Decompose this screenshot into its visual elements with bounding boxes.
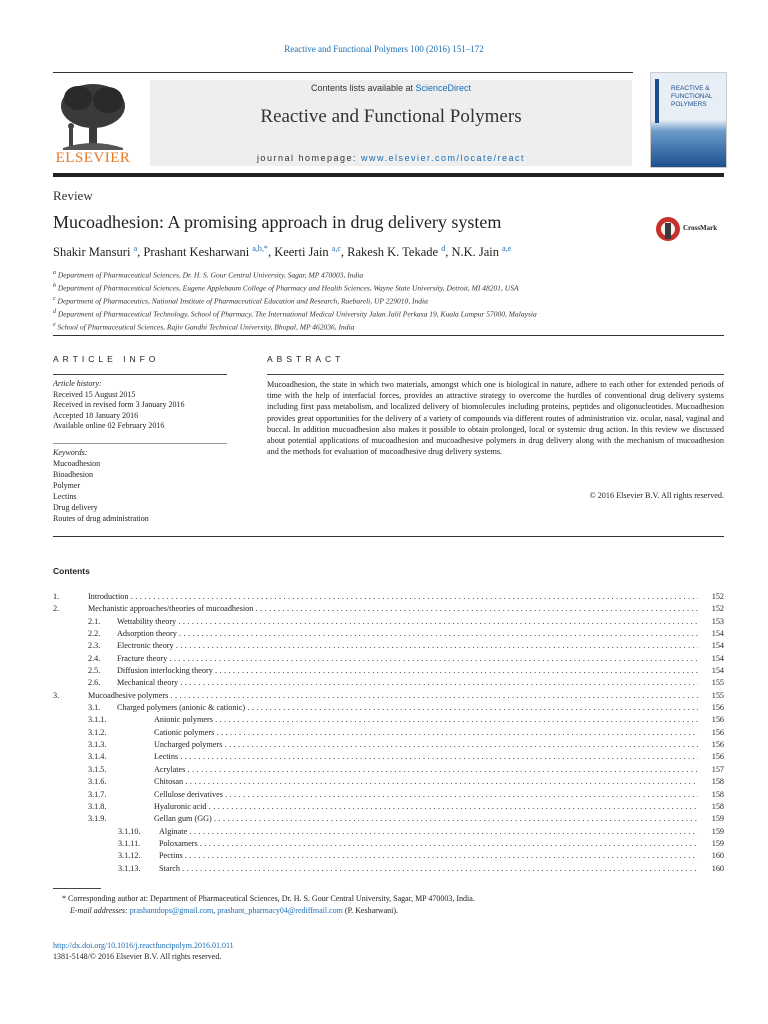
author-name: N.K. Jain <box>451 245 500 260</box>
toc-number: 3.1.4. <box>88 752 107 762</box>
toc-title[interactable]: Electronic theory . . . <box>117 640 698 652</box>
toc-title[interactable]: Mechanistic approaches/theories of mucoadhesion . . . <box>88 603 698 615</box>
toc-entry[interactable] <box>53 702 724 714</box>
author-separator: , <box>137 245 144 260</box>
keywords <box>53 447 149 524</box>
keyword: Polymer <box>53 481 81 490</box>
toc-entry[interactable] <box>53 751 724 763</box>
toc-entry[interactable] <box>53 677 724 689</box>
author[interactable] <box>347 245 445 259</box>
author-name: Rakesh K. Tekade <box>347 245 439 260</box>
keyword: Bioadhesion <box>53 470 93 479</box>
toc-page-number: 154 <box>711 666 724 676</box>
toc-entry[interactable] <box>53 863 724 875</box>
toc-number: 2.4. <box>88 653 101 663</box>
toc-title[interactable]: Starch . . . <box>159 863 698 875</box>
paper-title: Mucoadhesion: A promising approach in drug delivery system <box>53 212 502 232</box>
author[interactable] <box>451 245 511 259</box>
doi-block <box>53 940 234 962</box>
article-history <box>53 379 185 432</box>
toc-number: 2.5. <box>88 666 101 676</box>
cover-line: FUNCTIONAL <box>671 93 713 100</box>
toc-number: 1. <box>53 592 60 601</box>
corresponding-line <box>53 893 475 905</box>
toc-entry[interactable] <box>53 690 724 702</box>
history-item: Accepted 18 January 2016 <box>53 410 139 420</box>
toc-entry[interactable] <box>53 764 724 776</box>
affiliation <box>53 294 537 307</box>
toc-title[interactable]: Adsorption theory . . . <box>117 628 698 640</box>
doi-link[interactable]: http://dx.doi.org/10.1016/j.reactfunctpolym.2016.01.011 <box>53 941 234 950</box>
affiliation-mark: b <box>53 283 56 289</box>
article-info-rule <box>53 374 227 375</box>
toc-entry[interactable] <box>53 813 724 825</box>
author[interactable] <box>53 245 137 259</box>
toc-title[interactable]: Poloxamers . . . <box>159 838 698 850</box>
abstract-heading: ABSTRACT <box>267 354 345 364</box>
toc-page-number: 156 <box>711 703 724 713</box>
article-info-heading: ARTICLE INFO <box>53 354 160 364</box>
toc-page-number: 156 <box>711 715 724 725</box>
toc-entry[interactable] <box>53 850 724 862</box>
author[interactable] <box>143 245 268 259</box>
toc-page-number: 152 <box>711 604 724 614</box>
toc-page-number: 159 <box>711 826 724 836</box>
toc-title[interactable]: Alginate . . . <box>159 826 698 838</box>
affiliation <box>53 307 537 320</box>
journal-citation[interactable]: Reactive and Functional Polymers 100 (2016) 151–172 <box>284 44 484 54</box>
toc-number: 3.1.2. <box>88 727 107 737</box>
toc-entry[interactable] <box>53 838 724 850</box>
header-rule <box>53 72 633 73</box>
homepage-prefix: journal homepage: <box>256 153 361 163</box>
toc-number: 2. <box>53 604 60 614</box>
toc-title[interactable]: Hyaluronic acid . . . <box>154 801 698 813</box>
history-label: Article history: <box>53 379 102 388</box>
affiliation <box>53 320 537 333</box>
keyword: Drug delivery <box>53 503 98 512</box>
toc-page-number: 152 <box>711 592 724 601</box>
toc-number: 3.1. <box>88 703 101 713</box>
issn-line: 1381-5148/© 2016 Elsevier B.V. All rights reserved. <box>53 952 222 961</box>
crossmark-label: CrossMark <box>683 224 718 232</box>
cover-line: REACTIVE & <box>671 85 710 92</box>
author-separator: , <box>340 245 348 260</box>
toc-number: 3.1.5. <box>88 764 107 774</box>
affiliation-mark: c <box>53 296 56 302</box>
toc-entry[interactable] <box>53 801 724 813</box>
author[interactable] <box>274 245 341 259</box>
affiliation <box>53 281 537 294</box>
toc-page-number: 160 <box>711 851 724 861</box>
toc-title[interactable]: Uncharged polymers . . . <box>154 739 698 751</box>
homepage-link[interactable]: www.elsevier.com/locate/react <box>361 153 526 163</box>
crossmark-icon <box>655 216 681 242</box>
email-link-2[interactable]: prashant_pharmacy04@rediffmail.com <box>217 905 343 915</box>
toc-entry[interactable] <box>53 727 724 739</box>
toc-entry[interactable] <box>53 826 724 838</box>
toc-entry[interactable] <box>53 789 724 801</box>
affiliation-text: School of Pharmaceutical Sciences, Rajiv Gandhi Technical University, Bhopal, MP 462036, India <box>57 322 355 332</box>
affiliation <box>53 268 537 281</box>
toc-page-number: 158 <box>711 777 724 787</box>
journal-homepage <box>150 153 632 163</box>
toc-entry[interactable] <box>53 714 724 726</box>
toc-number: 3.1.6. <box>88 777 107 787</box>
email-link-1[interactable]: prashantdops@gmail.com <box>129 905 214 915</box>
cover-accent-bar <box>655 79 659 123</box>
crossmark-badge[interactable] <box>655 215 725 245</box>
keywords-label: Keywords: <box>53 448 88 457</box>
toc-entry[interactable] <box>53 665 724 677</box>
toc-page-number: 157 <box>711 764 724 774</box>
sciencedirect-link[interactable]: ScienceDirect <box>415 83 472 93</box>
contents-prefix: Contents lists available at <box>310 83 416 93</box>
toc-page-number: 154 <box>711 629 724 639</box>
footnote-mark: * <box>62 894 66 903</box>
masthead-thick-rule <box>53 173 724 177</box>
email-label: E-mail addresses: <box>70 905 128 915</box>
keyword: Routes of drug administration <box>53 514 149 523</box>
author-list <box>53 244 511 260</box>
toc-number: 3.1.13. <box>118 863 141 873</box>
toc-number: 2.2. <box>88 629 101 639</box>
toc-title[interactable]: Anionic polymers . . . <box>154 714 698 726</box>
toc-page-number: 159 <box>711 814 724 824</box>
article-type: Review <box>53 188 93 203</box>
toc-page-number: 155 <box>711 690 724 700</box>
history-item: Received in revised form 3 January 2016 <box>53 400 185 409</box>
author-affil-mark: a,e <box>502 244 512 253</box>
author-affil-mark: a,b,* <box>252 244 268 253</box>
contents-heading: Contents <box>53 566 90 576</box>
history-item: Received 15 August 2015 <box>53 389 136 399</box>
toc-number: 3.1.12. <box>118 851 141 861</box>
author-affil-mark: a,c <box>331 244 341 253</box>
author-affil-mark: d <box>441 244 446 253</box>
toc-title[interactable]: Pectins . . . <box>159 850 698 862</box>
affiliation-text: Department of Pharmaceutical Sciences, Eugene Applebaum College of Pharmacy and Health Sciences, Wayne State University, Detroit, MI 48201, USA <box>57 283 519 293</box>
corresponding-text: Corresponding author at: Department of Pharmaceutical Sciences, Dr. H. S. Gour Central University, Sagar, MP 470003, India. <box>68 894 475 903</box>
journal-title: Reactive and Functional Polymers <box>260 106 522 127</box>
author-name: Shakir Mansuri <box>53 245 131 260</box>
email-suffix: (P. Kesharwani). <box>344 905 399 915</box>
toc-title[interactable]: Charged polymers (anionic & cationic) . . . <box>117 702 698 714</box>
toc-page-number: 154 <box>711 653 724 663</box>
affiliation-mark: d <box>53 309 56 315</box>
toc-page-number: 158 <box>711 789 724 799</box>
toc-title[interactable]: Cationic polymers . . . <box>154 727 698 739</box>
toc-entry[interactable] <box>53 776 724 788</box>
toc-title[interactable]: Introduction . . . <box>88 591 698 603</box>
keywords-rule <box>53 443 227 444</box>
toc-entry[interactable] <box>53 616 724 628</box>
affiliation-text: Department of Pharmaceutical Technology, School of Pharmacy, The International Medical University Jalan Jalil Perkasa 19, Kuala Lumpur 57000, Malaysia <box>57 309 537 319</box>
toc-page-number: 154 <box>711 641 724 651</box>
toc-title[interactable]: Fracture theory . . . <box>117 653 698 665</box>
abstract-text: Mucoadhesion, the state in which two materials, amongst which one is biological in nature, adhere to each other for extended periods of time with the help of interfacial forces, provides an attractive strategy to overcome the hurdles of conventional drug delivery systems including first pass metabolism, and localized delivery of biomolecules including proteins, peptides and oligonucleotides. Mucoadhesion provides great opportunities for the delivery of a variety of compounds via different routes of administration viz. ocular, nasal, vaginal and buccal. In addition mucoadhesion also makes it possible to obtain prolonged, local or systemic drug action. In this review we discussed about potential applications of mucoadhesion and mucoadhesive polymers in drug delivery along with the mechanism of mucoadhesion and the methods for evaluation of mucoadhesive drug delivery systems. <box>267 380 724 457</box>
toc-number: 2.1. <box>88 616 101 626</box>
email-line: E-mail addresses: prashantdops@gmail.com, prashant_pharmacy04@rediffmail.com (P. Kesharwani). <box>70 905 399 915</box>
contents-available <box>150 83 632 93</box>
toc-title[interactable]: Wettability theory . . . <box>117 616 698 628</box>
toc-page-number: 156 <box>711 752 724 762</box>
toc-page-number: 160 <box>711 863 724 873</box>
toc-number: 3.1.10. <box>118 826 141 836</box>
toc-number: 3.1.7. <box>88 789 107 799</box>
toc-number: 3.1.1. <box>88 715 107 725</box>
toc-title[interactable]: Mechanical theory . . . <box>117 677 698 689</box>
toc-title[interactable]: Diffusion interlocking theory . . . <box>117 665 698 677</box>
toc-title[interactable]: Lectins . . . <box>154 751 698 763</box>
toc-number: 3.1.11. <box>118 838 141 848</box>
table-of-contents <box>53 591 724 875</box>
keyword: Lectins <box>53 492 77 501</box>
toc-entry[interactable] <box>53 739 724 751</box>
toc-entry[interactable] <box>53 591 724 603</box>
author-name: Keerti Jain <box>274 245 329 260</box>
toc-title[interactable]: Mucoadhesive polymers . . . <box>88 690 698 702</box>
toc-title[interactable]: Cellulose derivatives . . . <box>154 789 698 801</box>
toc-title[interactable]: Acrylates . . . <box>154 764 698 776</box>
history-item: Available online 02 February 2016 <box>53 421 165 430</box>
toc-entry[interactable] <box>53 628 724 640</box>
author-separator: , <box>267 245 275 260</box>
author-separator: , <box>445 245 452 260</box>
abstract-rule <box>267 374 724 375</box>
author-affil-mark: a <box>133 244 138 253</box>
toc-number: 2.6. <box>88 678 101 688</box>
affiliation-mark: e <box>53 322 56 328</box>
publisher-wordmark: ELSEVIER <box>55 150 131 166</box>
toc-entry[interactable] <box>53 603 724 615</box>
affiliations <box>53 268 537 333</box>
cover-line: POLYMERS <box>671 101 707 108</box>
toc-title[interactable]: Chitosan . . . <box>154 776 698 788</box>
toc-page-number: 156 <box>711 740 724 750</box>
toc-entry[interactable] <box>53 653 724 665</box>
toc-page-number: 156 <box>711 727 724 737</box>
toc-number: 2.3. <box>88 641 101 651</box>
affiliation-text: Department of Pharmaceutics, National Institute of Pharmaceutical Education and Research, Raebareli, UP 229010, India <box>57 296 428 306</box>
affiliation-mark: a <box>53 270 56 276</box>
footnote-rule <box>53 888 101 889</box>
abstract-copyright: © 2016 Elsevier B.V. All rights reserved. <box>589 491 724 500</box>
toc-title[interactable]: Gellan gum (GG) . . . <box>154 813 698 825</box>
toc-page-number: 158 <box>711 801 724 811</box>
contents-rule <box>53 536 724 537</box>
author-name: Prashant Kesharwani <box>143 245 250 260</box>
toc-number: 3.1.8. <box>88 801 107 811</box>
toc-number: 3. <box>53 690 60 700</box>
corresponding-author-footnote <box>53 893 475 916</box>
toc-number: 3.1.3. <box>88 740 107 750</box>
toc-page-number: 155 <box>711 678 724 688</box>
cover-title <box>671 85 713 109</box>
journal-cover-thumbnail[interactable] <box>650 72 727 168</box>
toc-entry[interactable] <box>53 640 724 652</box>
toc-page-number: 159 <box>711 838 724 848</box>
affiliation-text: Department of Pharmaceutical Sciences, Dr. H. S. Gour Central University, Sagar, MP 470003, India <box>57 270 364 280</box>
section-rule <box>53 335 724 336</box>
keyword: Mucoadhesion <box>53 459 101 468</box>
toc-number: 3.1.9. <box>88 814 107 824</box>
toc-page-number: 153 <box>711 616 724 626</box>
